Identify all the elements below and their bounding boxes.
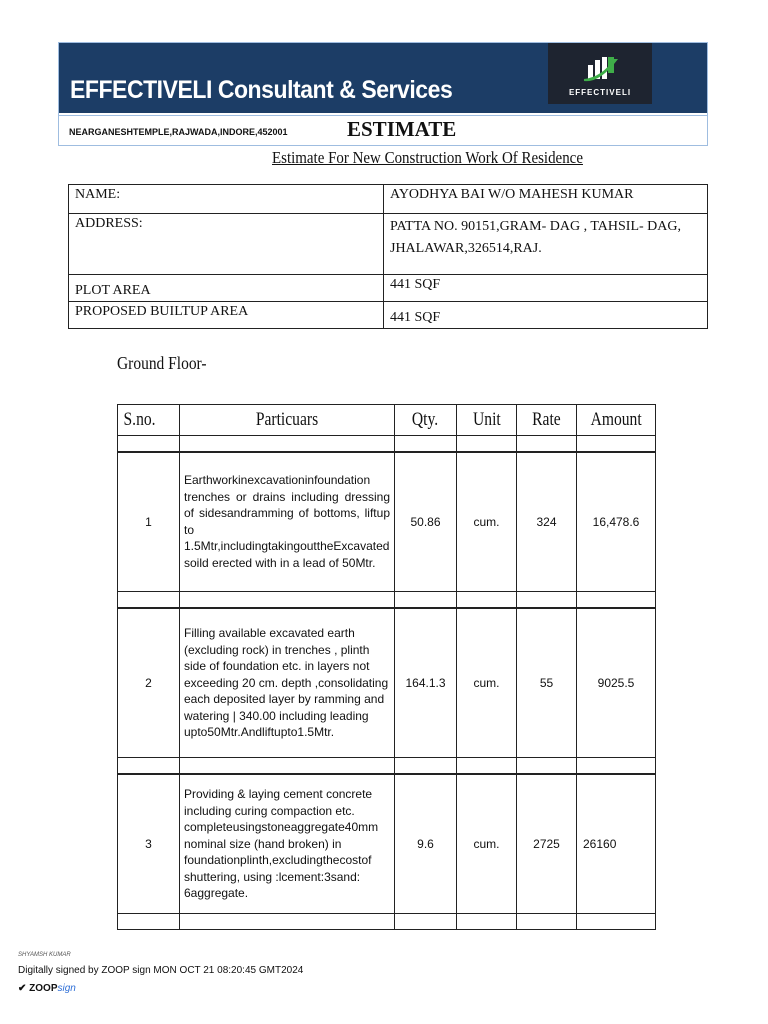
cell-sno: 1 [118, 452, 180, 592]
header-amount: Amount [577, 405, 656, 436]
sign-brand: sign [57, 983, 76, 994]
cell-amount: 16,478.6 [577, 452, 656, 592]
cell-unit: cum. [457, 608, 517, 758]
estimate-table [117, 404, 656, 930]
header-qty: Qty. [395, 405, 457, 436]
logo-text: EFFECTIVELI [568, 88, 632, 97]
spacer-row [118, 914, 656, 930]
header-sno: S.no. [118, 405, 180, 436]
table-row [118, 774, 656, 914]
info-row-plot-area [69, 275, 708, 302]
cell-sno: 2 [118, 608, 180, 758]
table-header-row [118, 405, 656, 436]
spacer-row [118, 436, 656, 452]
cell-unit: cum. [457, 452, 517, 592]
header-unit: Unit [457, 405, 517, 436]
section-title: Ground Floor- [117, 353, 207, 373]
info-row-name [69, 185, 708, 214]
info-value: 441 SQF [384, 302, 708, 329]
info-label: PROPOSED BUILTUP AREA [69, 302, 384, 329]
document-type: ESTIMATE [347, 117, 457, 141]
info-label: ADDRESS: [69, 214, 384, 275]
spacer-row [118, 758, 656, 774]
info-row-builtup-area [69, 302, 708, 329]
table-row [118, 608, 656, 758]
cell-sno: 3 [118, 774, 180, 914]
cell-rate: 2725 [517, 774, 577, 914]
signer-scribble: SHYAMSH KUMAR [18, 952, 71, 958]
zoop-sign-logo [18, 983, 76, 994]
info-value: AYODHYA BAI W/O MAHESH KUMAR [384, 185, 708, 214]
info-label: PLOT AREA [69, 275, 384, 302]
info-value: PATTA NO. 90151,GRAM- DAG , TAHSIL- DAG, JHALAWAR,326514,RAJ. [384, 214, 708, 275]
company-name: EFFECTIVELI Consultant & Services [70, 76, 453, 104]
table-row [118, 452, 656, 592]
cell-rate: 55 [517, 608, 577, 758]
info-row-address [69, 214, 708, 275]
cell-amount: 9025.5 [577, 608, 656, 758]
zoop-brand: ZOOP [29, 983, 58, 994]
info-value: 441 SQF [384, 275, 708, 302]
cell-amount: 26160 [577, 774, 656, 914]
header-particulars: Particuars [180, 405, 395, 436]
client-info-table [68, 184, 708, 329]
document-subtitle: Estimate For New Construction Work Of Residence [272, 148, 583, 167]
header-rate: Rate [517, 405, 577, 436]
cell-qty: 9.6 [395, 774, 457, 914]
cell-rate: 324 [517, 452, 577, 592]
digital-signature-text: Digitally signed by ZOOP sign MON OCT 21 08:20:45 GMT2024 [18, 965, 304, 976]
cell-particulars: Filling available excavated earth (excluding rock) in trenches , plinth side of foundation etc. in layers not exceeding 20 cm. depth ,consolidating each deposited layer by ramming and watering | 340.00 including leading upto50Mtr.Andliftupto1.5Mtr. [180, 608, 395, 758]
cell-qty: 50.86 [395, 452, 457, 592]
cell-particulars: Providing & laying cement concrete including curing compaction etc. completeusingstoneaggregate40mm nominal size (hand broken) in foundationplinth,excludingthecostof shuttering, using :lcement:3sand: 6aggregate. [180, 774, 395, 914]
cell-unit: cum. [457, 774, 517, 914]
spacer-row [118, 592, 656, 608]
cell-qty: 164.1.3 [395, 608, 457, 758]
info-label: NAME: [69, 185, 384, 214]
cell-particulars: Earthworkinexcavationinfoundation trenches or drains including dressing of sidesandramming of bottoms, liftup to 1.5Mtr,includingtakingouttheExcavated soild erected with in a lead of 50Mtr. [180, 452, 395, 592]
check-icon: ✔ [18, 983, 27, 994]
company-address: NEARGANESHTEMPLE,RAJWADA,INDORE,452001 [69, 127, 288, 137]
